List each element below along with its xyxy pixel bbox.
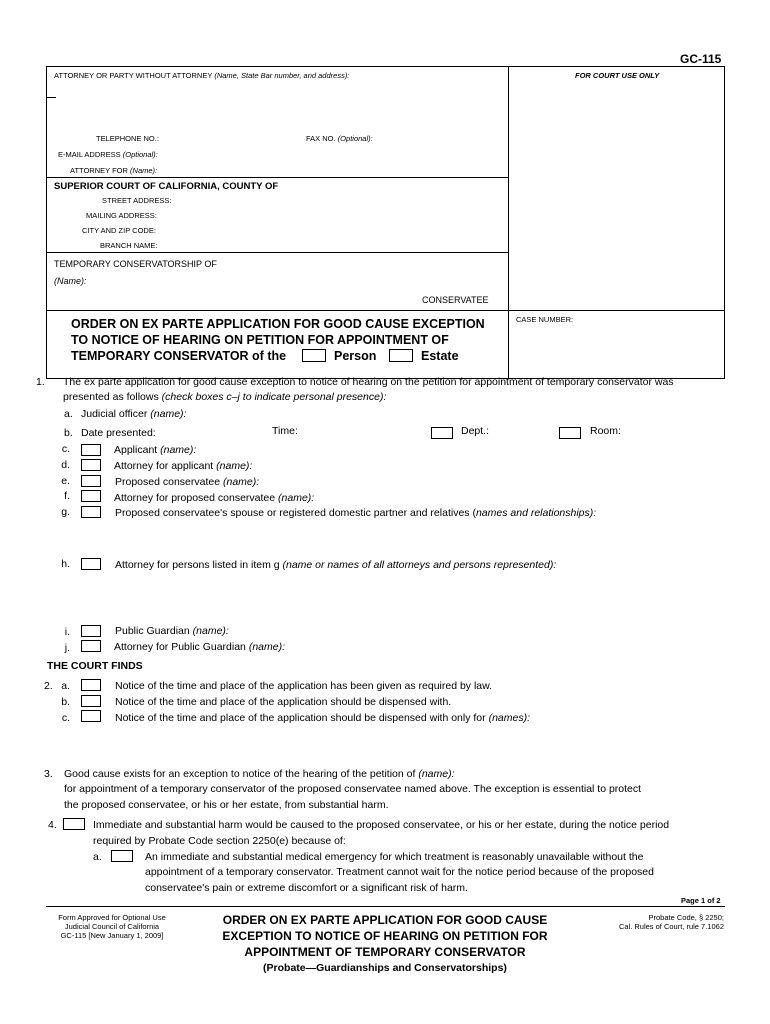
notice-dispensed-text: Notice of the time and place of the application should be dispensed with.	[115, 696, 452, 708]
caption-left-border	[46, 66, 47, 378]
attorney-persons-checkbox[interactable]	[81, 558, 101, 570]
time-label: Time:	[272, 425, 298, 437]
page-number: Page 1 of 2	[681, 896, 721, 905]
email-field[interactable]	[160, 147, 500, 159]
county-field[interactable]	[295, 179, 500, 192]
applicant-checkbox[interactable]	[81, 444, 101, 456]
telephone-field[interactable]	[160, 131, 300, 143]
item1c-label: c.	[61, 443, 70, 455]
dept-field[interactable]	[495, 425, 553, 439]
attorney-conservatee-text: Attorney for proposed conservatee (name):	[114, 492, 315, 504]
proposed-conservatee-text: Proposed conservatee (name):	[115, 476, 260, 488]
approval-line2: Judicial Council of California	[64, 922, 160, 931]
form-approval	[46, 913, 178, 940]
notice-given-checkbox[interactable]	[81, 679, 101, 691]
item4-number: 4.	[48, 819, 57, 831]
item3-text-line2: for appointment of a temporary conservator of the proposed conservatee named above. The exception is essential to protect	[64, 783, 642, 795]
item1f-label: f.	[64, 490, 70, 502]
case-number-label: CASE NUMBER:	[516, 315, 574, 324]
attorney-public-guardian-checkbox[interactable]	[81, 640, 101, 652]
item3-text-line1: Good cause exists for an exception to notice of the hearing of the petition of (name):	[64, 768, 455, 780]
item1a-label: a.	[64, 408, 73, 420]
caption-right-border	[724, 66, 725, 378]
court-name-label: SUPERIOR COURT OF CALIFORNIA, COUNTY OF	[54, 181, 279, 192]
public-guardian-text: Public Guardian (name):	[115, 625, 229, 637]
item1d-label: d.	[61, 459, 70, 471]
footer-title-line2: EXCEPTION TO NOTICE OF HEARING ON PETITION FOR	[222, 929, 548, 943]
case-number-field[interactable]	[516, 328, 716, 368]
item4-text-line1: Immediate and substantial harm would be caused to the proposed conservatee, or his or her estate, during the notice period	[93, 819, 670, 831]
caption-divider	[508, 66, 509, 378]
proposed-conservatee-checkbox[interactable]	[81, 475, 101, 487]
conservatorship-label: TEMPORARY CONSERVATORSHIP OF	[54, 259, 217, 269]
dept-checkbox[interactable]	[431, 427, 453, 439]
form-title-line2: TO NOTICE OF HEARING ON PETITION FOR APPOINTMENT OF	[71, 333, 449, 347]
item1b-label: b.	[64, 427, 73, 439]
room-label: Room:	[590, 425, 621, 437]
email-label: E-MAIL ADDRESS (Optional):	[58, 150, 158, 159]
conservatee-label: CONSERVATEE	[422, 295, 489, 305]
item4a-label: a.	[93, 851, 102, 863]
item1-text-line1: The ex parte application for good cause exception to notice of hearing on the petition for appointment of temporary conservator was	[63, 376, 674, 388]
judicial-officer-field[interactable]	[200, 406, 720, 420]
court-finds-heading: THE COURT FINDS	[47, 660, 143, 672]
case-name-divider	[46, 252, 508, 253]
spouse-relatives-text: Proposed conservatee's spouse or registered domestic partner and relatives (names and relationships):	[115, 507, 597, 519]
legal-citations	[590, 913, 724, 931]
city-label: CITY AND ZIP CODE:	[82, 226, 156, 235]
form-number: GC-115	[680, 52, 722, 66]
item1i-label: i.	[64, 626, 70, 638]
form-title-line3: TEMPORARY CONSERVATOR of the	[71, 349, 287, 363]
person-label: Person	[334, 349, 377, 363]
room-field[interactable]	[625, 425, 720, 439]
item1h-label: h.	[61, 558, 70, 570]
date-presented-label: Date presented:	[81, 427, 156, 439]
city-field[interactable]	[160, 223, 500, 235]
item4a-text-line2: appointment of a temporary conservator. Treatment cannot wait for the notice period because of the proposed	[145, 866, 654, 878]
telephone-label: TELEPHONE NO.:	[96, 134, 159, 143]
spouse-relatives-checkbox[interactable]	[81, 506, 101, 518]
street-label: STREET ADDRESS:	[102, 196, 172, 205]
immediate-harm-checkbox[interactable]	[63, 818, 85, 830]
item2-number: 2.	[44, 680, 53, 692]
item1g-label: g.	[61, 506, 70, 518]
notice-given-text: Notice of the time and place of the application has been given as required by law.	[115, 680, 493, 692]
notice-dispensed-only-checkbox[interactable]	[81, 710, 101, 722]
footer-subtitle: (Probate—Guardianships and Conservatorships)	[263, 962, 507, 974]
footer-rule	[46, 906, 725, 907]
item2a-label: a.	[61, 680, 70, 692]
item1-number: 1.	[36, 376, 45, 388]
item1j-label: j.	[64, 642, 70, 654]
attorney-for-field[interactable]	[160, 163, 500, 175]
dept-label: Dept.:	[461, 425, 490, 437]
medical-emergency-checkbox[interactable]	[111, 850, 133, 862]
caption-top-border	[46, 66, 724, 67]
date-presented-field[interactable]	[166, 425, 266, 439]
estate-checkbox[interactable]	[389, 349, 413, 362]
conservatee-name-hint: (Name):	[54, 276, 87, 286]
item1e-label: e.	[61, 475, 70, 487]
item3-number: 3.	[44, 768, 53, 780]
mailing-label: MAILING ADDRESS:	[86, 211, 157, 220]
time-field[interactable]	[302, 425, 422, 439]
petitioner-name-field[interactable]	[490, 766, 720, 780]
item2b-label: b.	[61, 696, 70, 708]
fax-label: FAX NO. (Optional):	[306, 134, 373, 143]
item3-text-line3: the proposed conservatee, or his or her estate, from substantial harm.	[64, 799, 389, 811]
form-title-line1: ORDER ON EX PARTE APPLICATION FOR GOOD CAUSE EXCEPTION	[71, 317, 485, 331]
probate-code-citation: Probate Code, § 2250;	[648, 913, 724, 922]
applicant-text: Applicant (name):	[114, 444, 197, 456]
attorney-label: ATTORNEY OR PARTY WITHOUT ATTORNEY (Name, State Bar number, and address):	[54, 71, 350, 80]
attorney-applicant-checkbox[interactable]	[81, 459, 101, 471]
person-checkbox[interactable]	[302, 349, 326, 362]
attorney-public-guardian-text: Attorney for Public Guardian (name):	[114, 641, 286, 653]
attorney-applicant-text: Attorney for applicant (name):	[114, 460, 253, 472]
branch-field[interactable]	[160, 238, 500, 250]
room-checkbox[interactable]	[559, 427, 581, 439]
attorney-name-field[interactable]	[60, 82, 500, 132]
attorney-for-label: ATTORNEY FOR (Name):	[70, 166, 158, 175]
notice-dispensed-only-text: Notice of the time and place of the application should be dispensed with only for (names):	[115, 712, 531, 724]
item1-text-line2: presented as follows (check boxes c–j to indicate personal presence):	[63, 391, 387, 403]
estate-label: Estate	[421, 349, 459, 363]
attorney-persons-text: Attorney for persons listed in item g (name or names of all attorneys and persons represented):	[115, 559, 557, 571]
fax-field[interactable]	[378, 131, 498, 143]
item2c-label: c.	[61, 712, 70, 724]
item4a-text-line1: An immediate and substantial medical emergency for which treatment is reasonably unavailable without the	[145, 851, 644, 863]
item4-text-line2: required by Probate Code section 2250(e) because of:	[93, 835, 346, 847]
item1a-text: Judicial officer (name):	[81, 408, 187, 420]
footer-title-line3: APPOINTMENT OF TEMPORARY CONSERVATOR	[244, 945, 526, 959]
attorney-conservatee-checkbox[interactable]	[81, 490, 101, 502]
approval-line1: Form Approved for Optional Use	[58, 913, 166, 922]
footer-title-line1: ORDER ON EX PARTE APPLICATION FOR GOOD CAUSE	[222, 913, 548, 927]
footer-title	[180, 912, 590, 976]
approval-line3: GC-115 [New January 1, 2009]	[60, 931, 164, 940]
branch-label: BRANCH NAME:	[100, 241, 158, 250]
attorney-marker	[46, 97, 56, 98]
court-section-divider	[46, 177, 508, 178]
notice-dispensed-checkbox[interactable]	[81, 695, 101, 707]
court-use-label: FOR COURT USE ONLY	[575, 71, 660, 80]
conservatee-name-field[interactable]	[92, 273, 500, 287]
title-divider	[46, 310, 725, 311]
street-field[interactable]	[160, 193, 500, 205]
public-guardian-checkbox[interactable]	[81, 625, 101, 637]
rules-of-court-citation: Cal. Rules of Court, rule 7.1062	[618, 922, 724, 931]
item4a-text-line3: conservatee's pain or extreme discomfort or a significant risk of harm.	[145, 882, 468, 894]
mailing-field[interactable]	[160, 208, 500, 220]
